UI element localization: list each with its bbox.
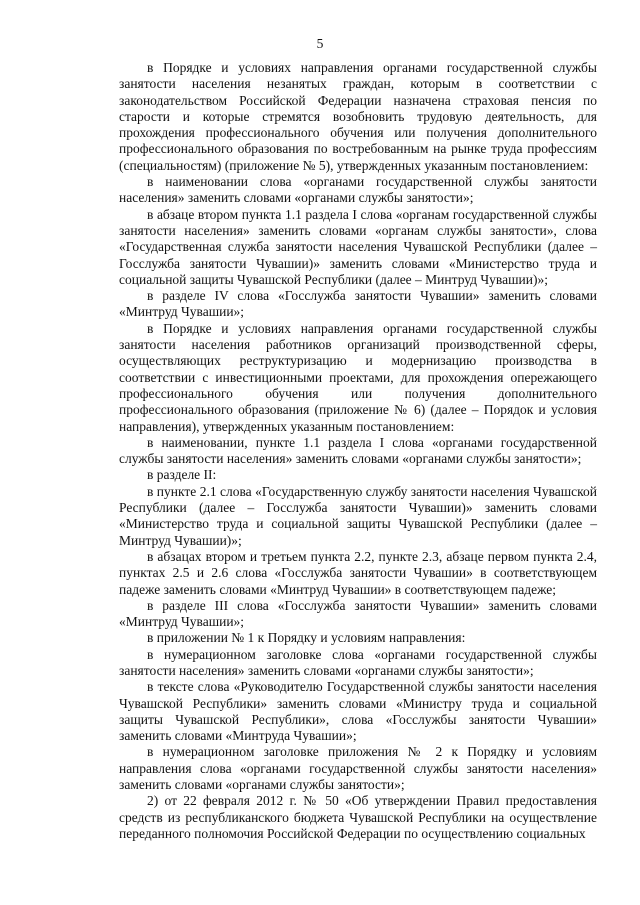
paragraph: в разделе II: (147, 467, 217, 483)
paragraph: в наименовании, пункте 1.1 раздела I слова «органами государственной службы занятости населения» заменить словами «органами службы занятости»; (119, 434, 597, 467)
paragraph: в Порядке и условиях направления органами государственной службы занятости населения работников организаций производственной сферы, осуществляющих реструктуризацию и модернизацию производства в соответствии с инвестиционными проектами, для прохождения опережающего профессионального обучения или получения дополнительного профессионального образования (приложение № 6) (далее – Порядок и условия направления), утвержденных указанным постановлением: (119, 320, 597, 434)
document-body (119, 60, 597, 842)
paragraph: в нумерационном заголовке слова «органами государственной службы занятости населения» заменить словами «органами службы занятости»; (119, 646, 597, 678)
paragraph: в пункте 2.1 слова «Государственную службу занятости населения Чувашской Республики (далее – Госслужба занятости Чувашии)» заменить словами «Министерство труда и социальной защиты Чувашской Республики (далее – Минтруд Чувашии)»; (119, 483, 597, 548)
paragraph: в абзацах втором и третьем пункта 2.2, пункте 2.3, абзаце первом пункта 2.4, пунктах 2.5 и 2.6 слова «Госслужба занятости Чувашии» в соответствующем падеже заменить словами «Минтруд Чувашии» в соответствующем падеже; (119, 548, 597, 597)
paragraph: 2) от 22 февраля 2012 г. № 50 «Об утверждении Правил предоставления средств из республиканского бюджета Чувашской Республики на осуществление переданного полномочия Российской Федерации по осуществлению социальных (119, 793, 597, 841)
paragraph: в разделе III слова «Госслужба занятости Чувашии» заменить словами «Минтруд Чувашии»; (119, 597, 597, 630)
paragraph: в Порядке и условиях направления органами государственной службы занятости населения незанятых граждан, которым в соответствии с законодательством Российской Федерации назначена страховая пенсия по старости и которые стремятся возобновить трудовую деятельность, для прохождения профессионального обучения или получения дополнительного профессионального образования по востребованным на рынке труда профессиям (специальностям) (приложение № 5), утвержденных указанным постановлением: (119, 60, 597, 173)
paragraph: в абзаце втором пункта 1.1 раздела I слова «органам государственной службы занятости населения» заменить словами «органам службы занятости», слова «Государственная служба занятости населения Чувашской Республики (далее – Госслужба занятости Чувашии)» заменить словами «Министерство труда и социальной защиты Чувашской Республики (далее – Минтруд Чувашии)»; (119, 206, 597, 287)
paragraph: в тексте слова «Руководителю Государственной службы занятости населения Чувашской Республики» заменить словами «Министру труда и социальной защиты Чувашской Республики», слова «Госслужбы занятости Чувашии» заменить словами «Минтруда Чувашии»; (119, 679, 597, 744)
page-number: 5 (316, 36, 324, 51)
paragraph: в разделе IV слова «Госслужба занятости Чувашии» заменить словами «Минтруд Чувашии»; (119, 288, 597, 320)
paragraph: в приложении № 1 к Порядку и условиям направления: (147, 630, 466, 646)
paragraph: в нумерационном заголовке приложения № 2 к Порядку и условиям направления слова «органами государственной службы занятости населения» заменить словами «органами службы занятости»; (119, 744, 597, 793)
paragraph: в наименовании слова «органами государственной службы занятости населения» заменить словами «органами службы занятости»; (119, 174, 597, 206)
